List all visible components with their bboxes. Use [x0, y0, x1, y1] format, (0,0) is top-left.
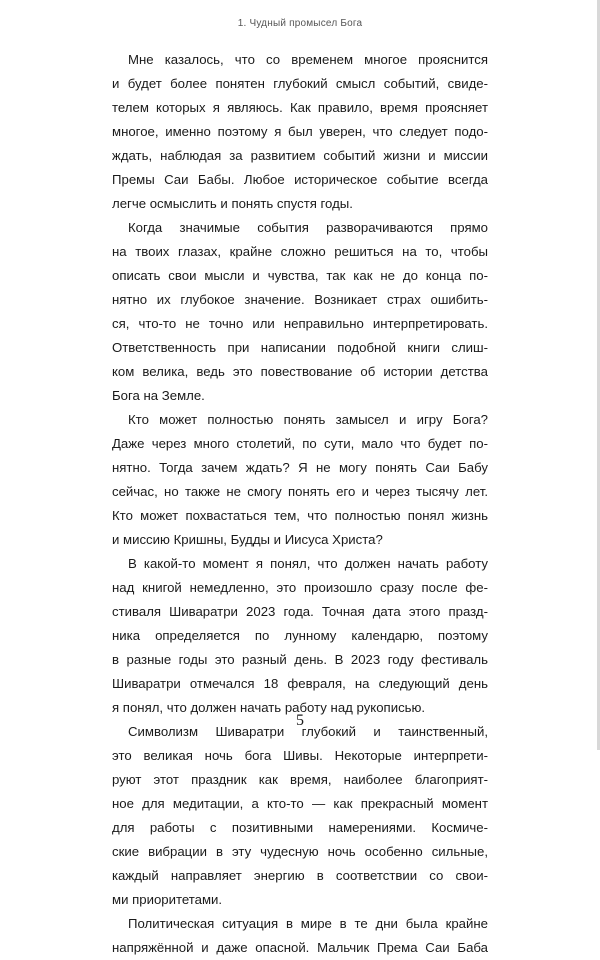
text-line: Кто может похвастаться тем, что полностью понял жизнь — [112, 508, 488, 523]
text-line: телем которых я являюсь. Как правило, время проясняет — [112, 100, 488, 115]
text-line: ми приоритетами. — [112, 892, 223, 907]
text-line: и будет более понятен глубокий смысл событий, свиде- — [112, 76, 488, 91]
paragraph — [112, 408, 488, 552]
page-number: 5 — [296, 712, 304, 729]
text-line: напряжённой и даже опасной. Мальчик Према Саи Баба — [112, 940, 488, 955]
text-line: Кто может полностью понять замысел и игру Бога? — [128, 412, 488, 427]
text-line: каждый направляет энергию в соответствии со свои- — [112, 868, 488, 883]
text-line: это великая ночь бога Шивы. Некоторые интерпрети- — [112, 748, 488, 763]
text-line: Премы Саи Бабы. Любое историческое событие всегда — [112, 172, 488, 187]
text-line: стиваля Шиваратри 2023 года. Точная дата этого празд- — [112, 604, 488, 619]
text-line: нятно их глубокое значение. Возникает страх ошибить- — [112, 292, 488, 307]
paragraph — [112, 216, 488, 408]
paragraph — [112, 48, 488, 216]
text-line: Символизм Шиваратри глубокий и таинственный, — [128, 724, 488, 739]
text-line: Даже через много столетий, по сути, мало что будет по- — [112, 436, 488, 451]
paragraph — [112, 720, 488, 912]
text-line: ся, что-то не точно или неправильно интерпретировать. — [112, 316, 488, 331]
running-header: 1. Чудный промысел Бога — [237, 18, 363, 29]
text-line: описать свои мысли и чувства, так как не до конца по- — [112, 268, 488, 283]
text-line: Бога на Земле. — [112, 388, 205, 403]
text-line: Ответственность при написании подобной книги слиш- — [112, 340, 488, 355]
text-line: над книгой немедленно, это произошло сразу после фе- — [112, 580, 488, 595]
text-line: ские вибрации в эту чудесную ночь особенно сильные, — [112, 844, 488, 859]
paragraph — [112, 912, 488, 960]
body-text — [112, 48, 488, 960]
text-line: в разные годы это разный день. В 2023 году фестиваль — [112, 652, 488, 667]
text-line: многое, именно поэтому я был уверен, что следует подо- — [112, 124, 488, 139]
text-line: я понял, что должен начать работу над рукописью. — [112, 700, 426, 715]
text-line: Мне казалось, что со временем многое прояснится — [128, 52, 488, 67]
text-line: сейчас, но также не смогу понять его и через тысячу лет. — [112, 484, 488, 499]
text-line: легче осмыслить и понять спустя годы. — [112, 196, 353, 211]
text-line: нятно. Тогда зачем ждать? Я не могу понять Саи Бабу — [112, 460, 488, 475]
text-line: ком велика, ведь это повествование об истории детства — [112, 364, 488, 379]
text-line: Когда значимые события разворачиваются прямо — [128, 220, 488, 235]
text-line: ждать, наблюдая за развитием событий жизни и миссии — [112, 148, 488, 163]
paragraph — [112, 552, 488, 720]
text-line: Шиваратри отмечался 18 февраля, на следующий день — [112, 676, 488, 691]
text-line: на твоих глазах, крайне сложно решиться на то, чтобы — [112, 244, 488, 259]
text-line: руют этот праздник как время, наиболее благоприят- — [112, 772, 488, 787]
text-line: и миссию Кришны, Будды и Иисуса Христа? — [112, 532, 383, 547]
text-line: В какой-то момент я понял, что должен начать работу — [128, 556, 488, 571]
text-line: Политическая ситуация в мире в те дни была крайне — [128, 916, 488, 931]
text-line: для работы с позитивными намерениями. Космиче- — [112, 820, 488, 835]
text-line: ника определяется по лунному календарю, поэтому — [112, 628, 488, 643]
text-line: ное для медитации, а кто-то — как прекрасный момент — [112, 796, 488, 811]
